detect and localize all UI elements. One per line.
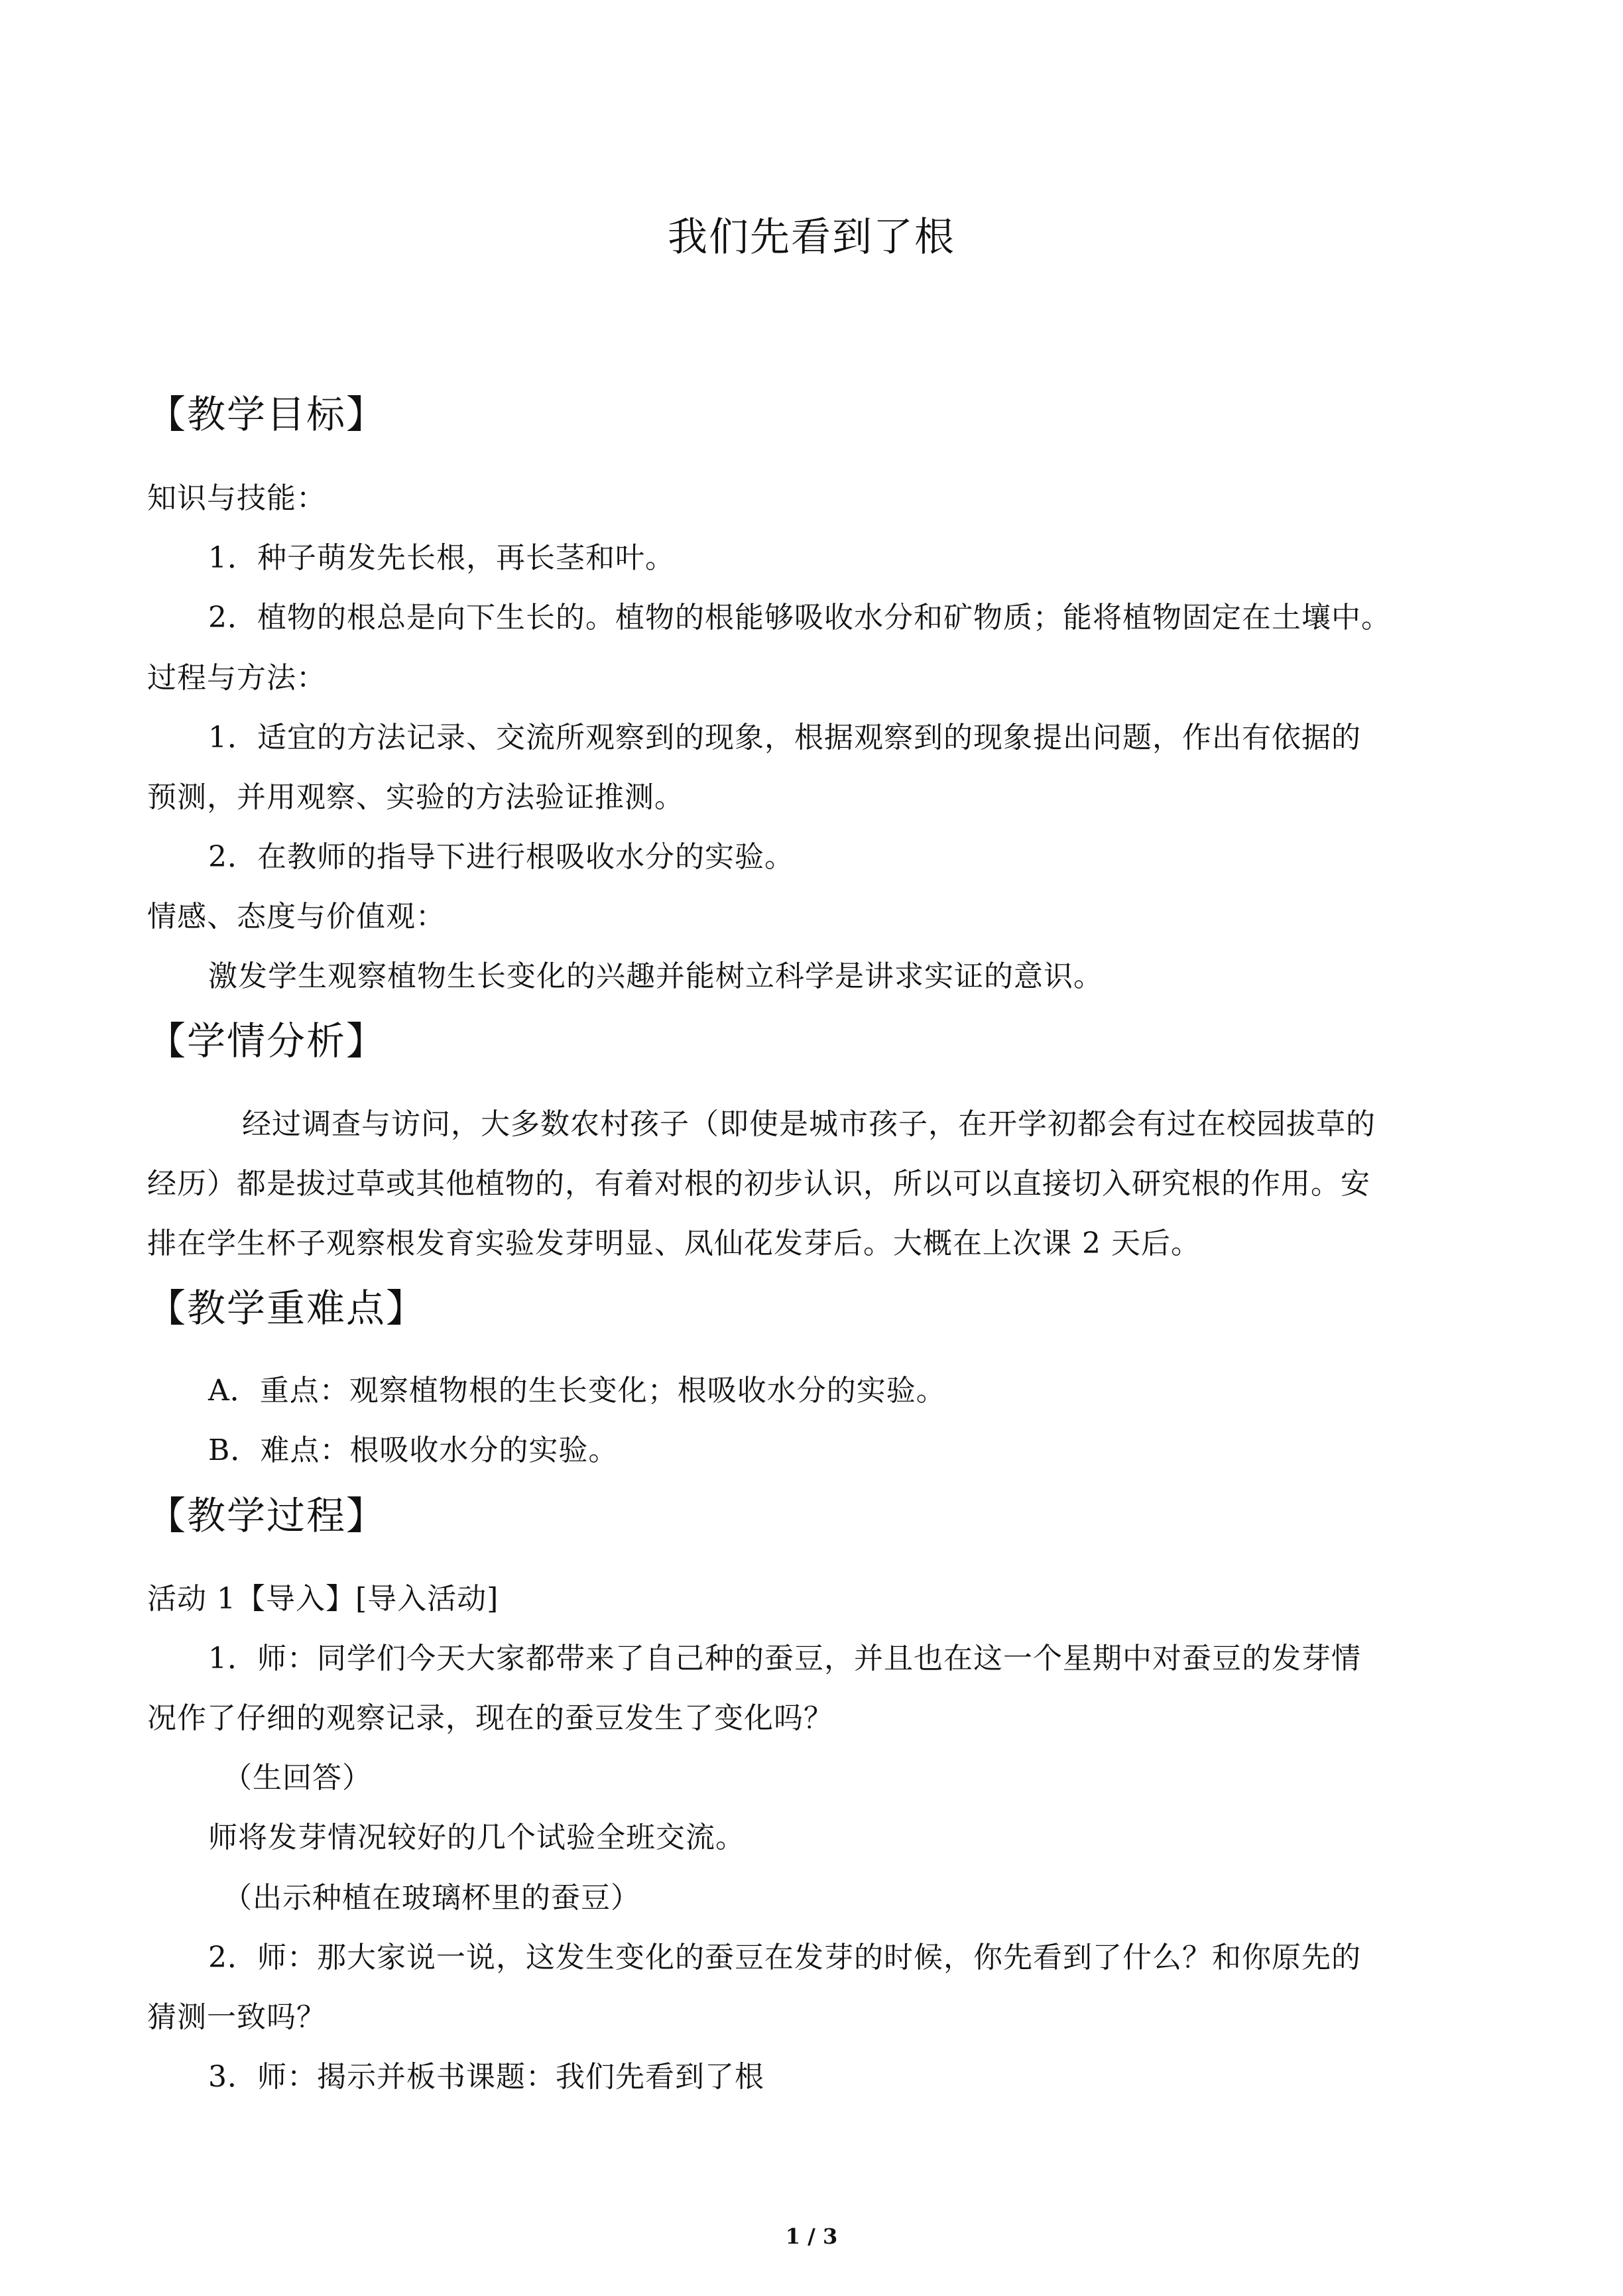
document-title: 我们先看到了根	[668, 214, 955, 261]
emotion-item-1: 激发学生观察植物生长变化的兴趣并能树立科学是讲求实证的意识。	[208, 959, 1103, 993]
show-beans: （出示种植在玻璃杯里的蚕豆）	[223, 1881, 640, 1915]
process-item-2: 2．在教师的指导下进行根吸收水分的实验。	[208, 840, 794, 874]
step-3: 3．师：揭示并板书课题：我们先看到了根	[208, 2060, 764, 2094]
activity-1-label: 活动 1【导入】[导入活动]	[147, 1582, 499, 1616]
page-number: 1 / 3	[785, 2224, 838, 2249]
step-1b: 况作了仔细的观察记录，现在的蚕豆发生了变化吗？	[147, 1701, 833, 1735]
knowledge-label: 知识与技能：	[147, 481, 326, 515]
key-point-a: A．重点：观察植物根的生长变化；根吸收水分的实验。	[208, 1374, 946, 1408]
analysis-line-1: 经过调查与访问，大多数农村孩子（即使是城市孩子，在开学初都会有过在校园拔草的	[242, 1107, 1376, 1141]
heading-analysis: 【学情分析】	[147, 1018, 387, 1063]
teacher-share: 师将发芽情况较好的几个试验全班交流。	[208, 1821, 745, 1854]
analysis-line-2: 经历）都是拔过草或其他植物的，有着对根的初步认识，所以可以直接切入研究根的作用。安	[147, 1167, 1370, 1201]
process-item-1a: 1．适宜的方法记录、交流所观察到的现象，根据观察到的现象提出问题，作出有依据的	[208, 721, 1361, 755]
step-2a: 2．师：那大家说一说，这发生变化的蚕豆在发芽的时候，你先看到了什么？和你原先的	[208, 1941, 1361, 1974]
key-point-b: B．难点：根吸收水分的实验。	[208, 1433, 619, 1467]
student-answer: （生回答）	[223, 1761, 372, 1795]
heading-process: 【教学过程】	[147, 1493, 387, 1538]
emotion-label: 情感、态度与价值观：	[147, 900, 446, 934]
heading-key-points: 【教学重难点】	[147, 1286, 426, 1331]
process-item-1b: 预测，并用观察、实验的方法验证推测。	[147, 780, 684, 814]
knowledge-item-1: 1．种子萌发先长根，再长茎和叶。	[208, 541, 675, 575]
process-label: 过程与方法：	[147, 661, 326, 695]
analysis-line-3: 排在学生杯子观察根发育实验发芽明显、凤仙花发芽后。大概在上次课 2 天后。	[147, 1227, 1201, 1260]
heading-objectives: 【教学目标】	[147, 392, 387, 437]
step-1a: 1．师：同学们今天大家都带来了自己种的蚕豆，并且也在这一个星期中对蚕豆的发芽情	[208, 1642, 1361, 1675]
step-2b: 猜测一致吗？	[147, 2000, 326, 2034]
knowledge-item-2: 2．植物的根总是向下生长的。植物的根能够吸收水分和矿物质；能将植物固定在土壤中。	[208, 601, 1391, 634]
